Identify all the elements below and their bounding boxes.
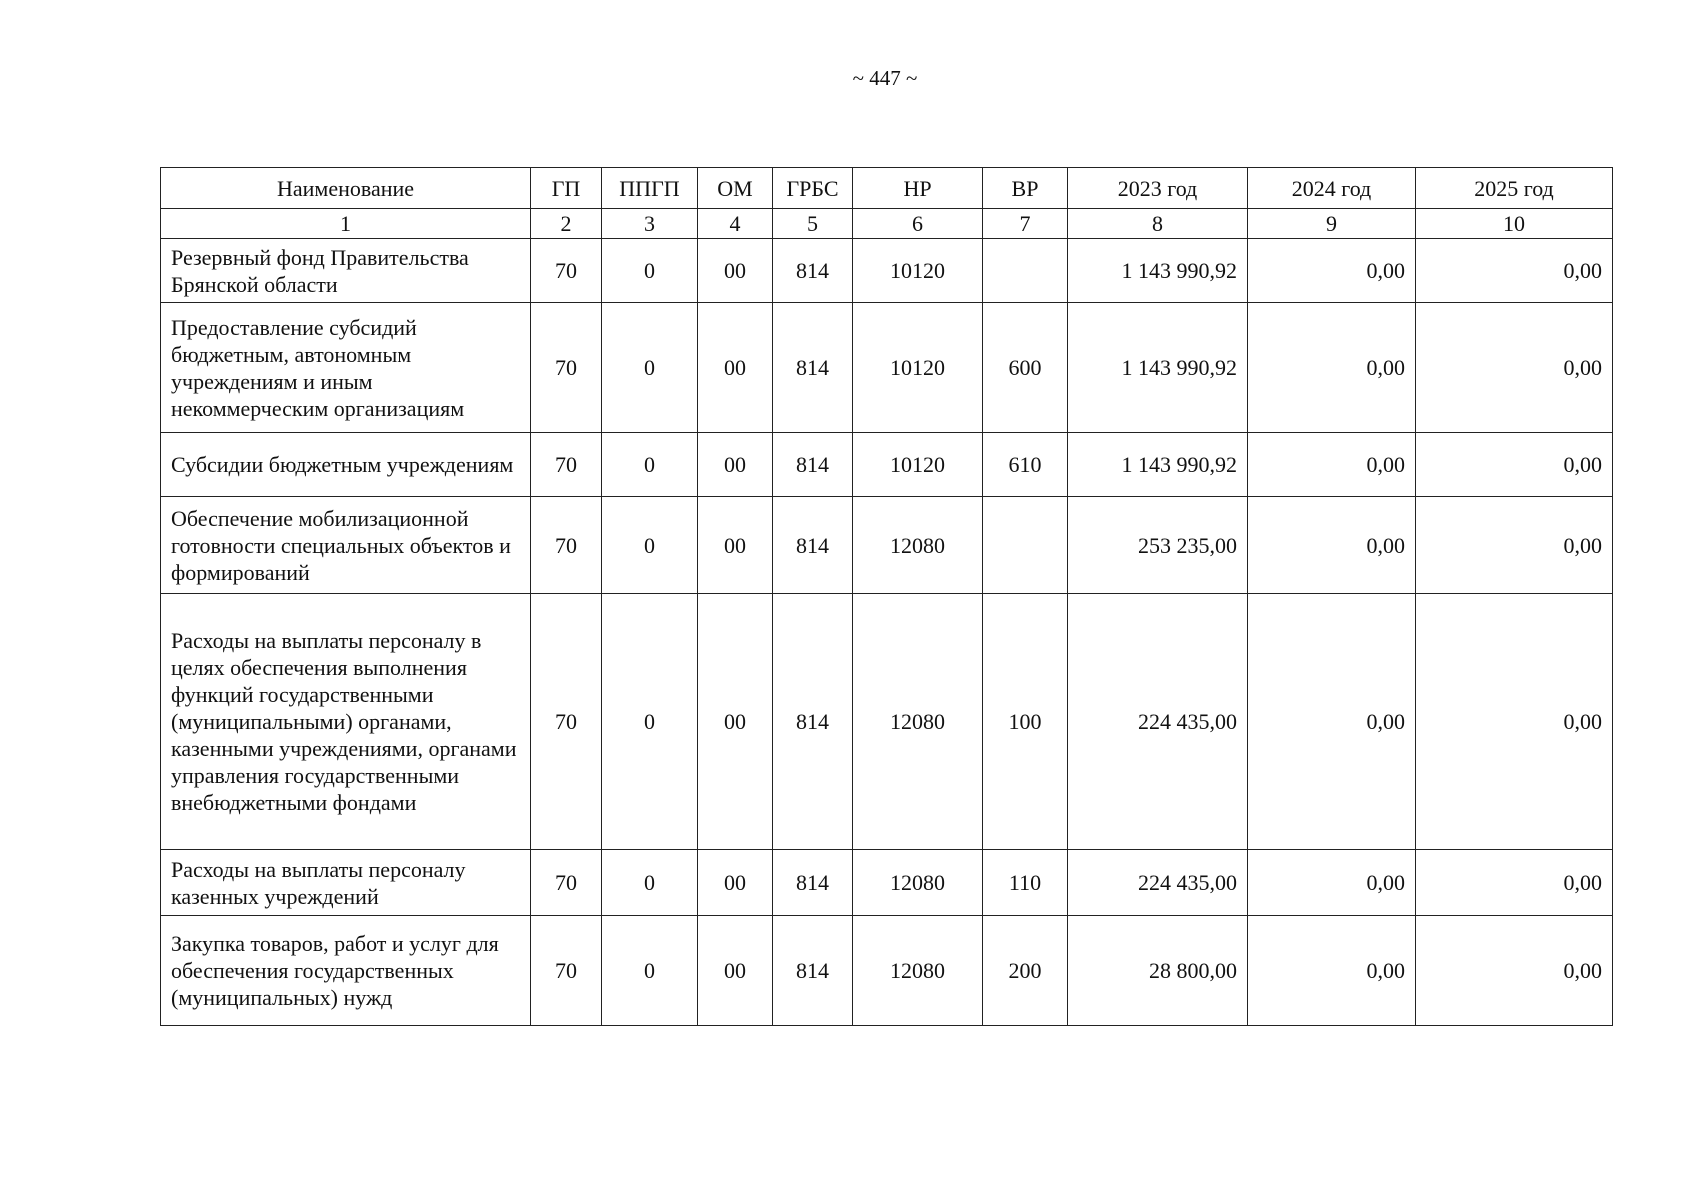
cell-2024: 0,00 xyxy=(1248,594,1416,850)
cell-2025: 0,00 xyxy=(1416,850,1613,916)
cell-om: 00 xyxy=(698,594,773,850)
column-number: 3 xyxy=(602,209,698,239)
cell-vr: 110 xyxy=(983,850,1068,916)
header-name: Наименование xyxy=(161,168,531,209)
row-name: Расходы на выплаты персоналу в целях обеспечения выполнения функций государственными (муниципальными) органами, казенными учреждениями, органами управления государственными внебюджетными фондами xyxy=(161,594,531,850)
header-vr: ВР xyxy=(983,168,1068,209)
row-name: Резервный фонд Правительства Брянской области xyxy=(161,239,531,303)
cell-2024: 0,00 xyxy=(1248,497,1416,594)
cell-grbs: 814 xyxy=(773,497,853,594)
cell-vr xyxy=(983,239,1068,303)
cell-2023: 28 800,00 xyxy=(1068,916,1248,1026)
header-om: ОМ xyxy=(698,168,773,209)
cell-grbs: 814 xyxy=(773,594,853,850)
cell-2023: 1 143 990,92 xyxy=(1068,303,1248,433)
cell-2025: 0,00 xyxy=(1416,303,1613,433)
cell-gp: 70 xyxy=(531,303,602,433)
cell-grbs: 814 xyxy=(773,433,853,497)
cell-nr: 10120 xyxy=(853,433,983,497)
cell-vr: 100 xyxy=(983,594,1068,850)
table-row xyxy=(161,239,1613,303)
cell-gp: 70 xyxy=(531,916,602,1026)
column-number-row xyxy=(161,209,1613,239)
cell-grbs: 814 xyxy=(773,916,853,1026)
page-number: ~ 447 ~ xyxy=(852,66,918,90)
header-gp: ГП xyxy=(531,168,602,209)
row-name: Закупка товаров, работ и услуг для обеспечения государственных (муниципальных) нужд xyxy=(161,916,531,1026)
cell-nr: 12080 xyxy=(853,916,983,1026)
row-name: Обеспечение мобилизационной готовности специальных объектов и формирований xyxy=(161,497,531,594)
cell-vr xyxy=(983,497,1068,594)
table-row xyxy=(161,916,1613,1026)
table-row xyxy=(161,433,1613,497)
table-row xyxy=(161,303,1613,433)
cell-grbs: 814 xyxy=(773,850,853,916)
cell-nr: 12080 xyxy=(853,594,983,850)
cell-om: 00 xyxy=(698,916,773,1026)
cell-gp: 70 xyxy=(531,850,602,916)
budget-table xyxy=(160,167,1613,1026)
cell-ppgp: 0 xyxy=(602,239,698,303)
cell-ppgp: 0 xyxy=(602,850,698,916)
cell-vr: 610 xyxy=(983,433,1068,497)
cell-grbs: 814 xyxy=(773,303,853,433)
cell-2025: 0,00 xyxy=(1416,497,1613,594)
cell-nr: 12080 xyxy=(853,497,983,594)
header-nr: НР xyxy=(853,168,983,209)
header-row xyxy=(161,168,1613,209)
cell-2024: 0,00 xyxy=(1248,239,1416,303)
column-number: 5 xyxy=(773,209,853,239)
row-name: Расходы на выплаты персоналу казенных учреждений xyxy=(161,850,531,916)
header-2023: 2023 год xyxy=(1068,168,1248,209)
cell-2023: 1 143 990,92 xyxy=(1068,239,1248,303)
cell-nr: 10120 xyxy=(853,303,983,433)
header-2024: 2024 год xyxy=(1248,168,1416,209)
table-row xyxy=(161,850,1613,916)
cell-gp: 70 xyxy=(531,497,602,594)
cell-ppgp: 0 xyxy=(602,433,698,497)
cell-gp: 70 xyxy=(531,239,602,303)
cell-ppgp: 0 xyxy=(602,303,698,433)
cell-2024: 0,00 xyxy=(1248,303,1416,433)
cell-gp: 70 xyxy=(531,594,602,850)
cell-2024: 0,00 xyxy=(1248,433,1416,497)
table-row xyxy=(161,594,1613,850)
header-grbs: ГРБС xyxy=(773,168,853,209)
table-row xyxy=(161,497,1613,594)
cell-om: 00 xyxy=(698,497,773,594)
cell-grbs: 814 xyxy=(773,239,853,303)
cell-ppgp: 0 xyxy=(602,916,698,1026)
cell-2024: 0,00 xyxy=(1248,916,1416,1026)
column-number: 4 xyxy=(698,209,773,239)
cell-ppgp: 0 xyxy=(602,594,698,850)
header-2025: 2025 год xyxy=(1416,168,1613,209)
column-number: 2 xyxy=(531,209,602,239)
cell-2025: 0,00 xyxy=(1416,433,1613,497)
column-number: 1 xyxy=(161,209,531,239)
cell-ppgp: 0 xyxy=(602,497,698,594)
cell-gp: 70 xyxy=(531,433,602,497)
cell-2023: 1 143 990,92 xyxy=(1068,433,1248,497)
column-number: 9 xyxy=(1248,209,1416,239)
column-number: 8 xyxy=(1068,209,1248,239)
cell-nr: 10120 xyxy=(853,239,983,303)
column-number: 6 xyxy=(853,209,983,239)
cell-nr: 12080 xyxy=(853,850,983,916)
column-number: 7 xyxy=(983,209,1068,239)
cell-om: 00 xyxy=(698,433,773,497)
header-ppgp: ППГП xyxy=(602,168,698,209)
column-number: 10 xyxy=(1416,209,1613,239)
cell-om: 00 xyxy=(698,303,773,433)
cell-vr: 600 xyxy=(983,303,1068,433)
cell-2023: 224 435,00 xyxy=(1068,594,1248,850)
cell-vr: 200 xyxy=(983,916,1068,1026)
cell-2023: 253 235,00 xyxy=(1068,497,1248,594)
cell-om: 00 xyxy=(698,850,773,916)
row-name: Предоставление субсидий бюджетным, автономным учреждениям и иным некоммерческим организациям xyxy=(161,303,531,433)
cell-2025: 0,00 xyxy=(1416,916,1613,1026)
row-name: Субсидии бюджетным учреждениям xyxy=(161,433,531,497)
cell-2023: 224 435,00 xyxy=(1068,850,1248,916)
cell-om: 00 xyxy=(698,239,773,303)
cell-2024: 0,00 xyxy=(1248,850,1416,916)
cell-2025: 0,00 xyxy=(1416,594,1613,850)
cell-2025: 0,00 xyxy=(1416,239,1613,303)
